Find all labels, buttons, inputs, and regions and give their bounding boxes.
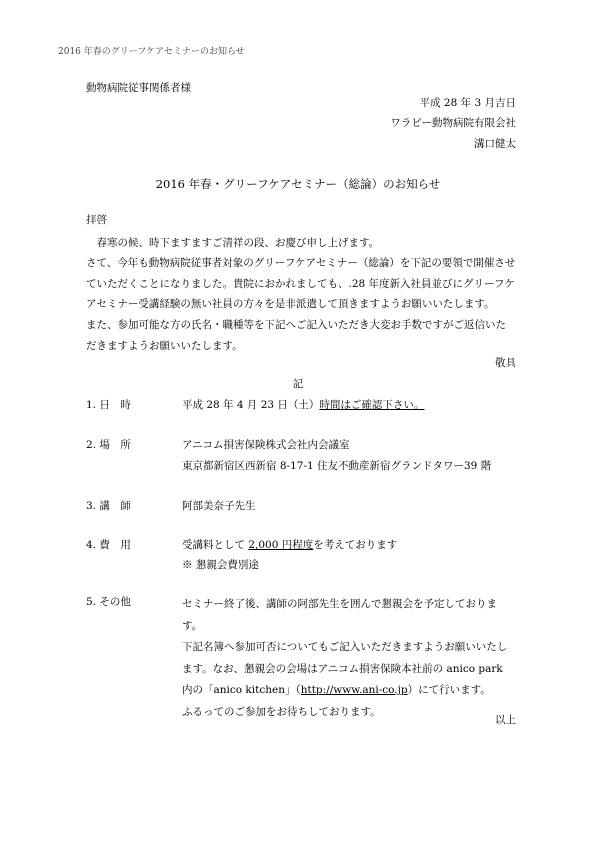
item-fee-post: を考えております [313,539,398,551]
item-date-plain: 平成 28 年 4 月 23 日（土） [182,399,320,411]
item-other-label: 5. その他 [86,596,131,608]
item-place-label: 2. 場 所 [86,439,131,451]
end-mark: 以上 [495,714,516,726]
item-lecturer-value: 阿部美奈子先生 [182,500,256,512]
item-place-line1: アニコム損害保険株式会社内会議室 [182,439,350,451]
item-other-line2-end: ）にて行います。 [407,684,491,696]
item-other-line3: ふるってのご参加をお待ちしております。 [182,705,381,718]
item-fee-note: ※ 懇親会費別途 [182,559,259,571]
paragraph-1: 春寒の候、時下ますますご清祥の段、お慶び申し上げます。 [96,237,380,249]
paragraph-3: また、参加可能な方の氏名・職種等を下記へご記入いただき大変お手数ですがご返信いただきますようお願いいたします。 [86,319,506,352]
item-other-body [182,594,516,723]
sender-company: ワラビー動物病院有限会社 [390,117,516,129]
item-place-line2: 東京都新宿区西新宿 8-17-1 住友不動産新宿グランドタワー39 階 [182,460,492,472]
item-other-line2-text: 下記名簿へ参加可否についてもご記入いただきますようお願いいたします。なお、懇親会の会場はアニコム損害保険本社前の anico park 内の「anico kitchen」（ [182,641,508,696]
addressee: 動物病院従事関係者様 [86,82,191,94]
website-link[interactable]: http://www.ani-co.jp [300,684,408,696]
letter-date: 平成 28 年 3 月吉日 [419,97,516,109]
letter-title: 2016 年春・グリーフケアセミナー（総論）のお知らせ [155,177,441,191]
running-header: 2016 年春のグリーフケアセミナーのお知らせ [58,47,245,57]
item-fee-label: 4. 費 用 [86,539,131,551]
item-fee-pre: 受講料として [182,539,249,551]
item-other-line1: セミナー終了後、講師の阿部先生を囲んで懇親会を予定しております。 [182,598,497,632]
paragraph-2: さて、今年も動物病院従事者対象のグリーフケアセミナー（総論）を下記の要領で開催させていただくことになりました。貴院におかれましても、.28 年度新入社員並びにグリーフケアセミナー受講経験の無い社員の方々を是非派遣して頂きますようお願いいたします。 [86,257,516,310]
item-date-value [182,397,424,412]
item-fee-amount: 2,000 円程度 [248,539,314,551]
opening-greeting: 拝啓 [86,214,107,226]
item-lecturer-label: 3. 講 師 [86,500,131,512]
item-other-line2 [182,637,516,702]
ki-heading: 記 [292,378,304,390]
item-fee-value [182,537,397,552]
closing-word: 敬具 [495,357,516,369]
item-date-note: 時間はご確認下さい。 [319,399,425,411]
sender-name: 溝口健太 [474,138,516,150]
item-date-label: 1. 日 時 [86,399,131,411]
